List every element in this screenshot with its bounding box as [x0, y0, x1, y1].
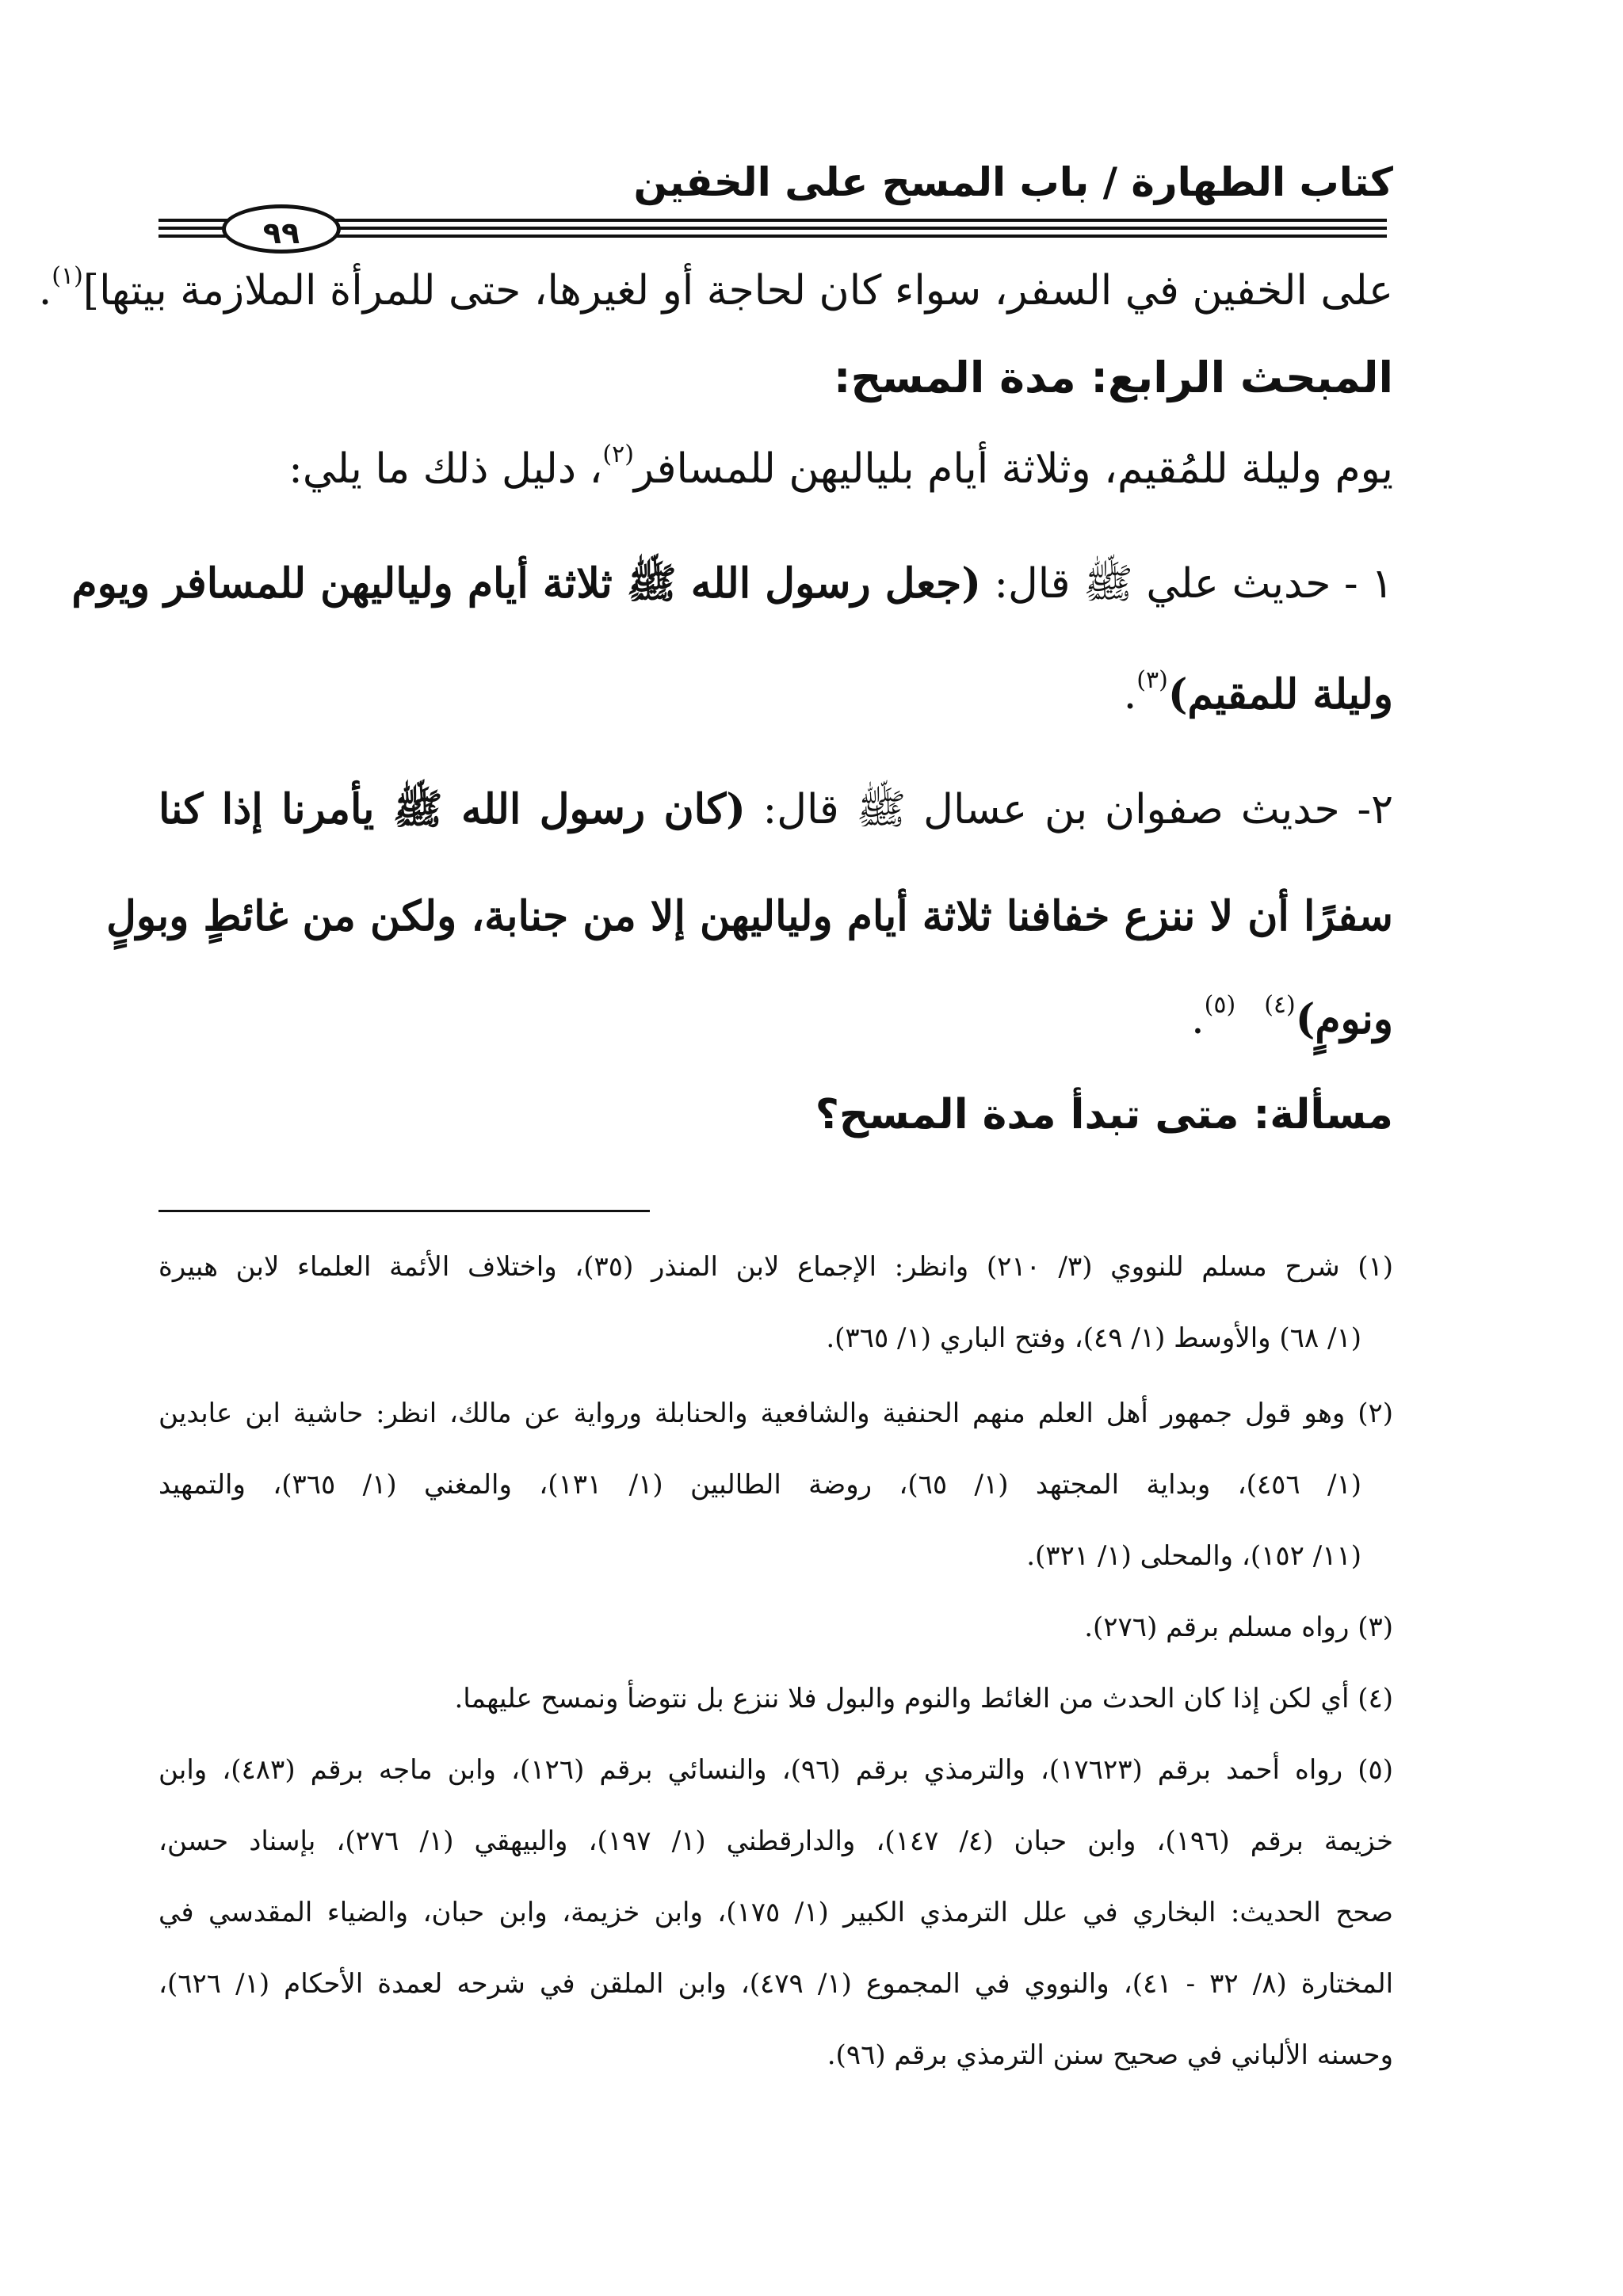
footnote-1-cont: (١/ ٦٨) والأوسط (١/ ٤٩)، وفتح الباري (١/ ٣٦٥). [826, 1322, 1361, 1354]
text-line: وليلة للمقيم)$^{(٣)}$. [1123, 666, 1393, 719]
footnote-ref[interactable]: (٥) [1204, 991, 1236, 1019]
footnote-5-cont: المختارة (٨/ ٣٢ - ٤١)، والنووي في المجموع (١/ ٤٧٩)، وابن الملقن في شرحه لعمدة الأحكام (١/ ٦٢٦)، [158, 1968, 1394, 2000]
footnote-2: (٢) وهو قول جمهور أهل العلم منهم الحنفية والشافعية والحنابلة ورواية عن مالك، انظر: حاشية ابن عابدين [158, 1398, 1393, 1429]
footnote-5-cont: صحح الحديث: البخاري في علل الترمذي الكبير (١/ ١٧٥)، وابن خزيمة، وابن حبان، والضياء المقدسي في [158, 1897, 1394, 1928]
footnote-2-cont: (١١/ ١٥٢)، والمحلى (١/ ٣٢١). [1026, 1540, 1361, 1572]
section-heading: المبحث الرابع: مدة المسح: [833, 353, 1393, 402]
hadith-text: وليلة للمقيم) [1167, 670, 1393, 719]
running-title: كتاب الطهارة / باب المسح على الخفين [633, 159, 1393, 205]
footnote-1: (١) شرح مسلم للنووي (٣/ ٢١٠) وانظر: الإجماع لابن المنذر (٣٥)، واختلاف الأئمة العلماء لابن هبيرة [158, 1251, 1393, 1283]
hadith-text: (كان رسول الله ﷺ يأمرنا إذا كنا [158, 785, 746, 833]
hadith-text: سفرًا أن لا ننزع خفافنا ثلاثة أيام ولياليهن إلا من جنابة، ولكن من غائطٍ وبولٍ [106, 892, 1393, 940]
footnote-ref[interactable]: (٢) [602, 441, 634, 468]
question-heading: مسألة: متى تبدأ مدة المسح؟ [815, 1091, 1393, 1138]
hadith-text: (جعل رسول الله ﷺ ثلاثة أيام ولياليهن للمسافر ويوم [71, 559, 981, 608]
text-line: ١ - حديث علي ﷺ قال: (جعل رسول الله ﷺ ثلاثة أيام ولياليهن للمسافر ويوم [71, 559, 1393, 608]
footnote-5: (٥) رواه أحمد برقم (١٧٦٢٣)، والترمذي برقم (٩٦)، والنسائي برقم (١٢٦)، وابن ماجه برقم (٤٨٣)، وابن [158, 1754, 1393, 1786]
footnote-5-cont: خزيمة برقم (١٩٦)، وابن حبان (٤/ ١٤٧)، والدارقطني (١/ ١٩٧)، والبيهقي (١/ ٢٧٦)، بإسناد حسن، [158, 1825, 1394, 1857]
header-rule [158, 212, 1387, 247]
page-number: ٩٩ [222, 204, 341, 254]
footnote-2-cont: (١/ ٤٥٦)، وبداية المجتهد (١/ ٦٥)، روضة الطالبين (١/ ١٣١)، والمغني (١/ ٣٦٥)، والتمهيد [158, 1469, 1362, 1501]
text-line: ٢- حديث صفوان بن عسال ﷺ قال: (كان رسول الله ﷺ يأمرنا إذا كنا [158, 785, 1394, 833]
footnote-ref[interactable]: (٣) [1136, 666, 1168, 694]
footnote-ref[interactable]: (١) [52, 262, 83, 290]
text-line: يوم وليلة للمُقيم، وثلاثة أيام بلياليهن للمسافر$^{(٢)}$، دليل ذلك ما يلي: [288, 441, 1393, 493]
footnote-3: (٣) رواه مسلم برقم (٢٧٦). [1084, 1611, 1393, 1643]
footnote-separator [158, 1210, 650, 1212]
footnote-4: (٤) أي لكن إذا كان الحدث من الغائط والنوم والبول فلا ننزع بل نتوضأ ونمسح عليهما. [454, 1683, 1393, 1714]
hadith-text: ونومٍ) [1295, 995, 1393, 1043]
text-line: على الخفين في السفر، سواء كان لحاجة أو لغيرها، حتى للمرأة الملازمة بيتها]$^{(١)}$. [38, 262, 1393, 315]
footnote-ref[interactable]: (٤) [1264, 991, 1296, 1019]
text-line: ونومٍ)$^{(٤)(٥)}$. [1191, 991, 1393, 1043]
footnote-5-cont: وحسنه الألباني في صحيح سنن الترمذي برقم (٩٦). [827, 2039, 1393, 2071]
